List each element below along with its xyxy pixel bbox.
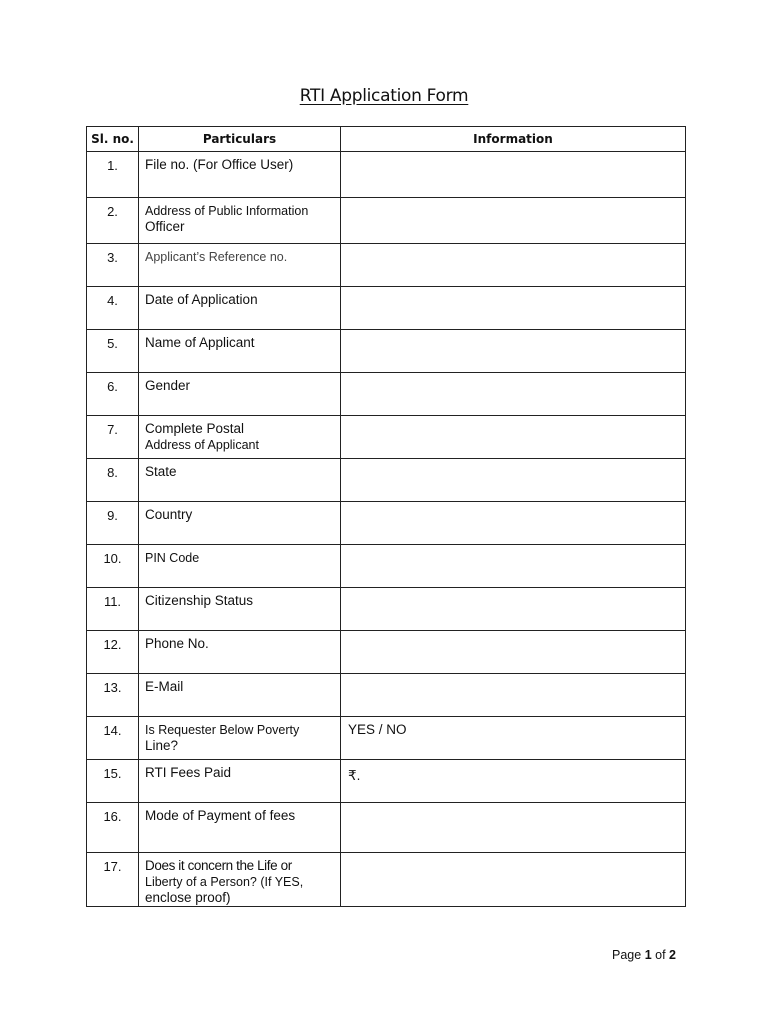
particular-line: File no. (For Office User) [145, 157, 294, 172]
table-row [87, 152, 686, 198]
serial-number: 7. [87, 416, 139, 459]
table-row [87, 588, 686, 631]
serial-number: 6. [87, 373, 139, 416]
information-field[interactable] [341, 152, 686, 198]
serial-number: 5. [87, 330, 139, 373]
table-row [87, 803, 686, 853]
of-label: of [655, 948, 666, 962]
header-particulars: Particulars [139, 127, 341, 152]
information-field[interactable] [341, 502, 686, 545]
header-sl-no: Sl. no. [87, 127, 139, 152]
information-field[interactable] [341, 287, 686, 330]
particular-label [139, 717, 341, 760]
serial-number: 13. [87, 674, 139, 717]
serial-number: 14. [87, 717, 139, 760]
particular-label [139, 152, 341, 198]
particular-line: Address of Applicant [145, 438, 259, 452]
particular-line: Applicant’s Reference no. [145, 250, 288, 264]
information-field[interactable] [341, 416, 686, 459]
information-field[interactable] [341, 244, 686, 287]
particular-line: Phone No. [145, 636, 209, 651]
table-row [87, 373, 686, 416]
information-field[interactable] [341, 803, 686, 853]
table-row [87, 717, 686, 760]
information-field[interactable] [341, 373, 686, 416]
serial-number: 9. [87, 502, 139, 545]
particular-label [139, 760, 341, 803]
particular-line: Does it concern the Life or [145, 858, 292, 873]
table-row [87, 760, 686, 803]
page-number [612, 948, 676, 962]
particular-line: State [145, 464, 177, 479]
particular-label [139, 373, 341, 416]
particular-label [139, 287, 341, 330]
particular-line: Officer [145, 219, 185, 234]
serial-number: 8. [87, 459, 139, 502]
particular-line: Name of Applicant [145, 335, 255, 350]
particular-line: enclose proof) [145, 890, 231, 905]
particular-label [139, 853, 341, 907]
serial-number: 11. [87, 588, 139, 631]
table-row [87, 416, 686, 459]
particular-line: Gender [145, 378, 191, 393]
serial-number: 15. [87, 760, 139, 803]
particular-line: Complete Postal [145, 421, 245, 436]
particular-label [139, 674, 341, 717]
current-page: 1 [644, 948, 652, 962]
rti-fees-amount[interactable]: ₹. [341, 760, 686, 803]
serial-number: 12. [87, 631, 139, 674]
page-title: RTI Application Form [299, 86, 469, 106]
particular-label [139, 502, 341, 545]
particular-label [139, 244, 341, 287]
particular-label [139, 330, 341, 373]
page-label: Page [612, 948, 642, 962]
serial-number: 17. [87, 853, 139, 907]
particular-label [139, 545, 341, 588]
table-row [87, 459, 686, 502]
particular-line: Address of Public Information [145, 204, 309, 218]
particular-line: RTI Fees Paid [145, 765, 232, 780]
table-row [87, 631, 686, 674]
table-row [87, 502, 686, 545]
total-pages: 2 [669, 948, 676, 962]
table-header-row [87, 127, 686, 152]
information-field[interactable] [341, 853, 686, 907]
particular-label [139, 588, 341, 631]
information-field[interactable] [341, 459, 686, 502]
particular-line: PIN Code [145, 551, 200, 565]
serial-number: 3. [87, 244, 139, 287]
particular-label [139, 459, 341, 502]
header-information: Information [341, 127, 686, 152]
table-row [87, 674, 686, 717]
table-row [87, 244, 686, 287]
particular-line: E-Mail [145, 679, 184, 694]
table-row [87, 853, 686, 907]
particular-line: Mode of Payment of fees [145, 808, 296, 823]
particular-line: Line? [145, 738, 179, 753]
information-field[interactable] [341, 631, 686, 674]
information-field[interactable] [341, 545, 686, 588]
table-row [87, 198, 686, 244]
particular-line: Liberty of a Person? (If YES, [145, 875, 304, 889]
information-field[interactable] [341, 198, 686, 244]
poverty-line-answer[interactable]: YES / NO [341, 717, 686, 760]
particular-line: Date of Application [145, 292, 258, 307]
table-row [87, 330, 686, 373]
information-field[interactable] [341, 330, 686, 373]
information-field[interactable] [341, 674, 686, 717]
serial-number: 1. [87, 152, 139, 198]
particular-label [139, 803, 341, 853]
particular-label [139, 198, 341, 244]
particular-label [139, 631, 341, 674]
information-field[interactable] [341, 588, 686, 631]
particular-label [139, 416, 341, 459]
serial-number: 4. [87, 287, 139, 330]
serial-number: 2. [87, 198, 139, 244]
serial-number: 10. [87, 545, 139, 588]
serial-number: 16. [87, 803, 139, 853]
particular-line: Citizenship Status [145, 593, 254, 608]
rti-form-table [86, 126, 686, 907]
table-row [87, 287, 686, 330]
table-row [87, 545, 686, 588]
particular-line: Is Requester Below Poverty [145, 723, 300, 737]
particular-line: Country [145, 507, 193, 522]
